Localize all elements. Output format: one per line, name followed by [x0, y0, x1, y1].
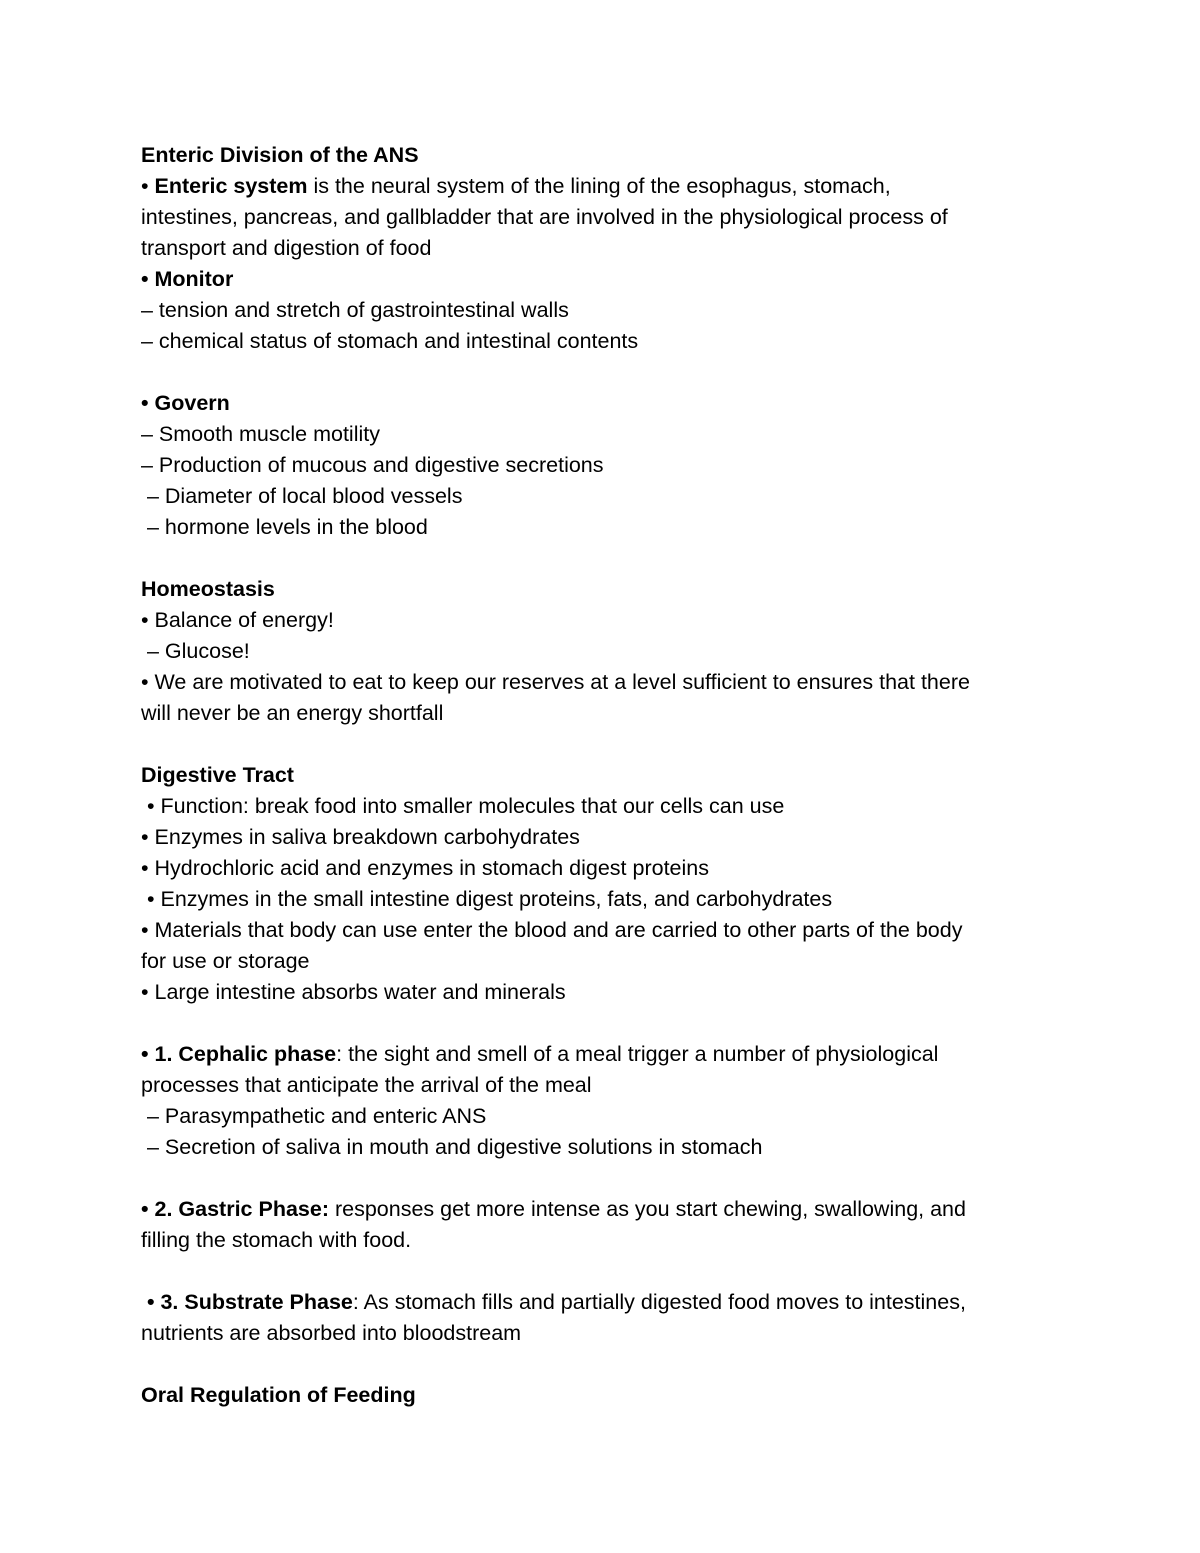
term-enteric-system: Enteric system	[154, 174, 308, 198]
heading-homeostasis: Homeostasis	[141, 577, 275, 601]
cephalic-item: – Secretion of saliva in mouth and digestive solutions in stomach	[141, 1135, 763, 1159]
govern-item: – hormone levels in the blood	[141, 515, 428, 539]
enteric-system-definition-line1	[141, 171, 1061, 202]
label-cephalic-phase: • 1. Cephalic phase	[141, 1042, 337, 1066]
spacer	[141, 1163, 1061, 1194]
govern-item: – Production of mucous and digestive secretions	[141, 453, 604, 477]
digestive-item: • Enzymes in saliva breakdown carbohydrates	[141, 825, 580, 849]
definition-text: is the neural system of the lining of the esophagus, stomach,	[307, 174, 891, 198]
homeostasis-item: – Glucose!	[141, 639, 250, 663]
cephalic-phase-line2: processes that anticipate the arrival of the meal	[141, 1073, 592, 1097]
homeostasis-item: will never be an energy shortfall	[141, 701, 444, 725]
digestive-item: • Enzymes in the small intestine digest proteins, fats, and carbohydrates	[141, 887, 833, 911]
cephalic-item: – Parasympathetic and enteric ANS	[141, 1104, 487, 1128]
digestive-item: • Materials that body can use enter the blood and are carried to other parts of the body	[141, 918, 963, 942]
govern-item: – Smooth muscle motility	[141, 422, 380, 446]
homeostasis-item: • We are motivated to eat to keep our reserves at a level sufficient to ensures that there	[141, 670, 970, 694]
substrate-phase-text: : As stomach fills and partially digested food moves to intestines,	[352, 1290, 966, 1314]
document-page	[141, 140, 1061, 1411]
digestive-item: for use or storage	[141, 949, 310, 973]
substrate-phase-line2: nutrients are absorbed into bloodstream	[141, 1321, 522, 1345]
gastric-phase-line1	[141, 1194, 1061, 1225]
substrate-phase-line1	[141, 1287, 1061, 1318]
spacer	[141, 1008, 1061, 1039]
digestive-item: • Function: break food into smaller molecules that our cells can use	[141, 794, 785, 818]
digestive-item: • Large intestine absorbs water and minerals	[141, 980, 566, 1004]
monitor-item: – chemical status of stomach and intestinal contents	[141, 329, 639, 353]
spacer	[141, 1349, 1061, 1380]
cephalic-phase-line1	[141, 1039, 1061, 1070]
heading-oral-regulation: Oral Regulation of Feeding	[141, 1383, 416, 1407]
enteric-system-definition-line2: intestines, pancreas, and gallbladder that are involved in the physiological process of	[141, 205, 948, 229]
label-govern: • Govern	[141, 391, 230, 415]
label-gastric-phase: • 2. Gastric Phase:	[141, 1197, 329, 1221]
spacer	[141, 357, 1061, 388]
monitor-item: – tension and stretch of gastrointestinal walls	[141, 298, 569, 322]
digestive-item: • Hydrochloric acid and enzymes in stomach digest proteins	[141, 856, 709, 880]
enteric-system-definition-line3: transport and digestion of food	[141, 236, 432, 260]
homeostasis-item: • Balance of energy!	[141, 608, 334, 632]
label-substrate-phase: • 3. Substrate Phase	[141, 1290, 353, 1314]
heading-enteric-division: Enteric Division of the ANS	[141, 143, 419, 167]
spacer	[141, 543, 1061, 574]
gastric-phase-text: responses get more intense as you start chewing, swallowing, and	[328, 1197, 966, 1221]
govern-item: – Diameter of local blood vessels	[141, 484, 463, 508]
bullet: •	[141, 174, 155, 198]
spacer	[141, 729, 1061, 760]
heading-digestive-tract: Digestive Tract	[141, 763, 294, 787]
gastric-phase-line2: filling the stomach with food.	[141, 1228, 412, 1252]
cephalic-phase-text: : the sight and smell of a meal trigger a number of physiological	[336, 1042, 939, 1066]
label-monitor: • Monitor	[141, 267, 234, 291]
spacer	[141, 1256, 1061, 1287]
